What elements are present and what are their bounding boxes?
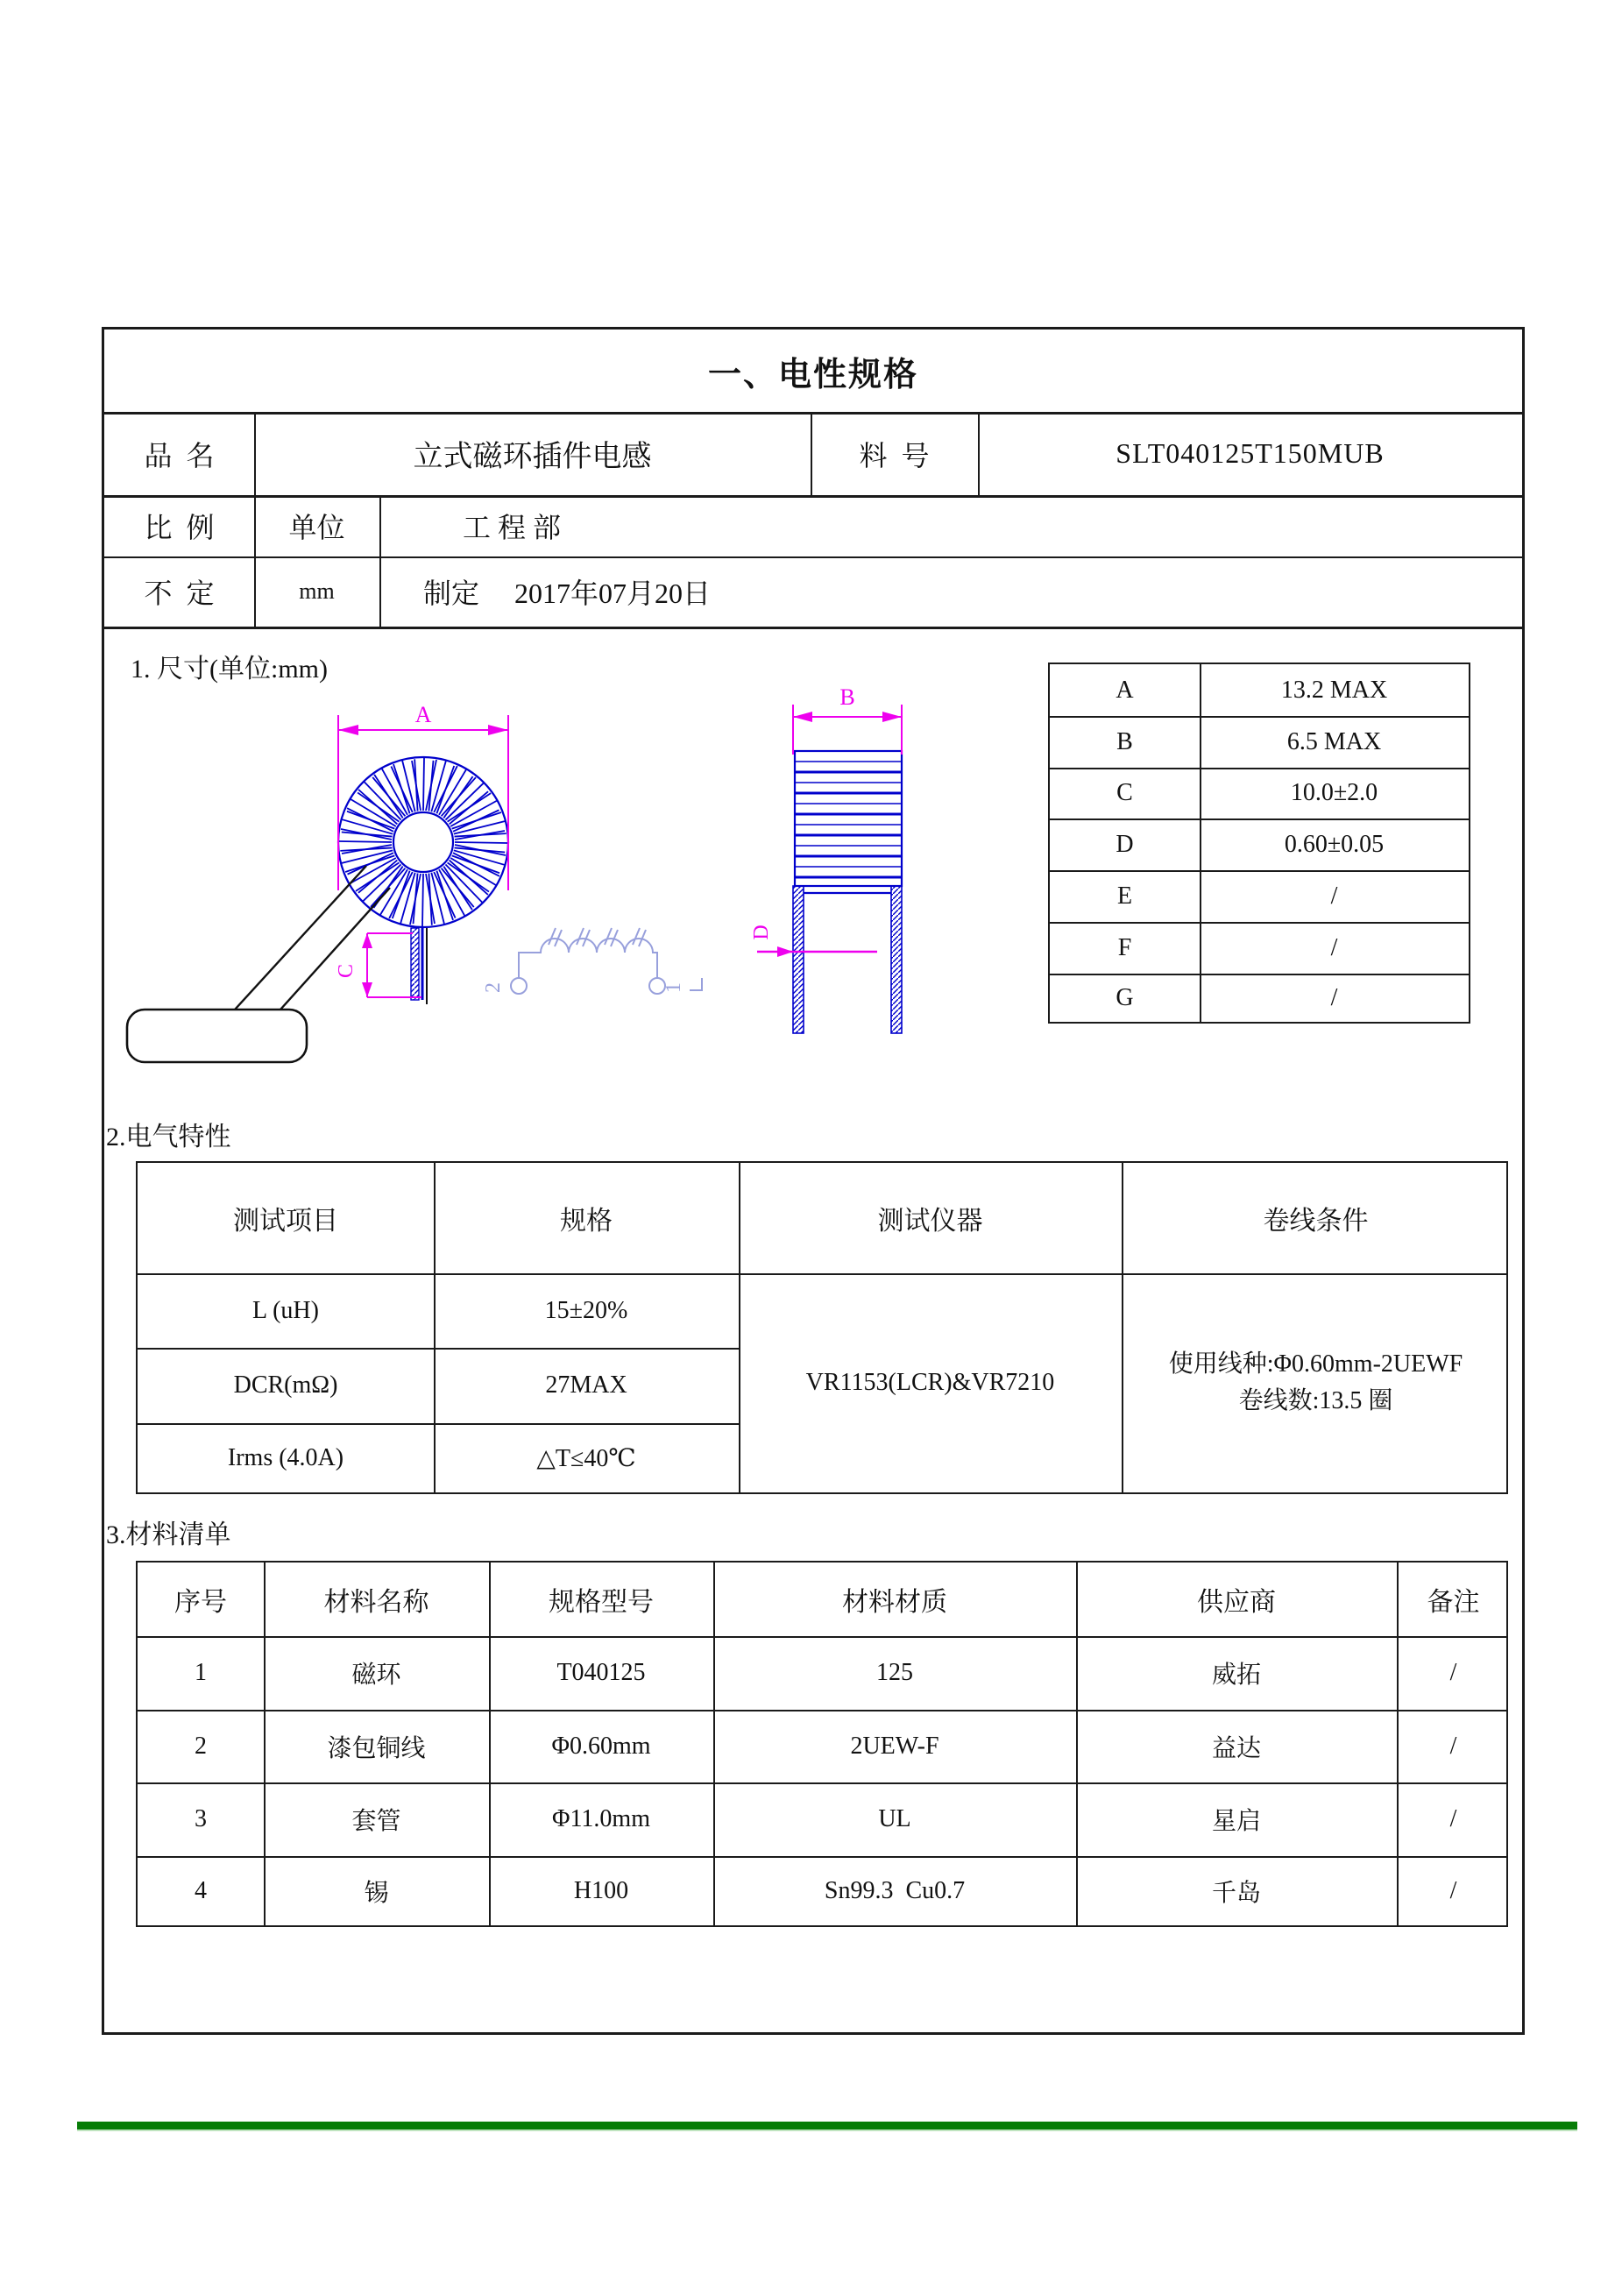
dimension-b bbox=[793, 684, 902, 755]
electrical-table bbox=[136, 1161, 1508, 1494]
dim-row-value: / bbox=[1330, 882, 1338, 910]
dimension-c bbox=[335, 933, 421, 997]
issue-date-value: 2017年07月20日 bbox=[514, 578, 712, 609]
spec-sheet bbox=[102, 327, 1525, 2035]
dim-row-label: D bbox=[1116, 830, 1134, 858]
elec-header-winding: 卷线条件 bbox=[1263, 1207, 1369, 1236]
dim-row-label: B bbox=[1116, 727, 1133, 755]
mat-cell: H100 bbox=[573, 1876, 629, 1904]
dim-row-label: C bbox=[1116, 779, 1133, 806]
dimension-d bbox=[750, 925, 877, 957]
dim-row-value: / bbox=[1330, 933, 1338, 961]
dim-label-b: B bbox=[839, 684, 855, 710]
mat-cell: 3 bbox=[195, 1805, 207, 1832]
mat-cell: 1 bbox=[195, 1659, 207, 1686]
winding-wire-type: 使用线种:Φ0.60mm-2UEWF bbox=[1168, 1350, 1463, 1378]
toroid-top-view bbox=[338, 757, 508, 1004]
unit-label: 单位 bbox=[288, 512, 345, 543]
issue-date-row bbox=[379, 556, 1566, 627]
mat-cell: 2 bbox=[195, 1732, 207, 1760]
elec-row-spec: 27MAX bbox=[545, 1371, 627, 1399]
pin-label-1: 1 bbox=[662, 982, 685, 993]
elec-row-item: DCR(mΩ) bbox=[233, 1371, 338, 1399]
issue-date-label: 制定 bbox=[423, 578, 480, 609]
part-number-value: SLT040125T150MUB bbox=[1116, 437, 1385, 469]
mat-cell: 锡 bbox=[364, 1879, 389, 1907]
elec-instrument-value: VR1153(LCR)&VR7210 bbox=[805, 1369, 1055, 1396]
department: 工 程 部 bbox=[463, 512, 562, 543]
section2-heading: 2.电气特性 bbox=[106, 1123, 231, 1152]
mat-cell: 4 bbox=[195, 1876, 207, 1904]
elec-header-spec: 规格 bbox=[560, 1207, 613, 1236]
scale-label: 比 例 bbox=[144, 512, 215, 543]
mat-cell: / bbox=[1449, 1876, 1457, 1904]
mat-cell: / bbox=[1449, 1732, 1457, 1760]
dim-label-a: A bbox=[414, 702, 432, 727]
dim-row-value: 6.5 MAX bbox=[1286, 727, 1382, 755]
section1-heading: 1. 尺寸(单位:mm) bbox=[131, 655, 328, 684]
mat-cell: 星启 bbox=[1211, 1808, 1261, 1835]
dim-row-value: 0.60±0.05 bbox=[1284, 830, 1385, 858]
dim-row-value: 13.2 MAX bbox=[1280, 676, 1388, 704]
dim-row-value: / bbox=[1330, 983, 1338, 1011]
elec-header-item: 测试项目 bbox=[233, 1207, 338, 1236]
elec-row-spec: 15±20% bbox=[544, 1296, 628, 1324]
page-title: 一、电性规格 bbox=[707, 356, 918, 393]
mat-cell: T040125 bbox=[556, 1659, 646, 1686]
dim-row-value: 10.0±2.0 bbox=[1290, 779, 1378, 806]
mat-header-remark: 备注 bbox=[1427, 1588, 1480, 1617]
mat-header-index: 序号 bbox=[174, 1588, 227, 1617]
mat-cell: 2UEW-F bbox=[850, 1732, 939, 1760]
mat-header-supplier: 供应商 bbox=[1197, 1588, 1276, 1617]
scale-value: 不 定 bbox=[144, 578, 215, 609]
toroid-side-view bbox=[793, 751, 902, 1033]
dim-row-label: E bbox=[1116, 882, 1133, 910]
mat-cell: 125 bbox=[876, 1659, 913, 1686]
inductor-schematic bbox=[482, 928, 702, 994]
materials-table bbox=[136, 1561, 1508, 1927]
mat-cell: Φ11.0mm bbox=[552, 1805, 650, 1832]
dim-label-d: D bbox=[750, 925, 773, 940]
divider bbox=[104, 627, 1522, 629]
elec-row-item: L (uH) bbox=[252, 1296, 319, 1324]
mat-cell: Sn99.3 Cu0.7 bbox=[824, 1876, 966, 1904]
mat-cell: / bbox=[1449, 1805, 1457, 1832]
footer-divider-bar bbox=[77, 2122, 1577, 2131]
mat-cell: 益达 bbox=[1211, 1734, 1261, 1762]
mat-cell: 磁环 bbox=[351, 1662, 401, 1689]
elec-row-item: Irms (4.0A) bbox=[227, 1443, 344, 1471]
product-name-label: 品 名 bbox=[144, 439, 215, 471]
pin-label-2: 2 bbox=[482, 982, 505, 993]
dimension-table bbox=[1048, 663, 1470, 1024]
elec-header-instrument: 测试仪器 bbox=[877, 1207, 983, 1236]
winding-turns: 卷线数:13.5 圈 bbox=[1238, 1387, 1393, 1414]
mat-cell: 套管 bbox=[351, 1808, 401, 1835]
section3-heading: 3.材料清单 bbox=[106, 1520, 231, 1549]
part-number-label: 料 号 bbox=[859, 439, 930, 471]
mat-cell: 千岛 bbox=[1211, 1879, 1261, 1907]
unit-value: mm bbox=[299, 578, 335, 604]
mat-header-name: 材料名称 bbox=[323, 1588, 429, 1617]
dim-row-label: G bbox=[1116, 983, 1134, 1011]
mat-header-model: 规格型号 bbox=[549, 1588, 654, 1617]
dim-row-label: F bbox=[1117, 933, 1132, 961]
mat-header-material: 材料材质 bbox=[842, 1588, 947, 1617]
mat-cell: Φ0.60mm bbox=[551, 1732, 651, 1760]
dim-label-c: C bbox=[335, 963, 358, 979]
elec-winding-value bbox=[1122, 1273, 1510, 1492]
elec-row-spec: △T≤40℃ bbox=[536, 1444, 636, 1472]
product-name-value: 立式磁环插件电感 bbox=[413, 441, 652, 473]
dimension-drawing bbox=[104, 636, 1051, 1127]
mat-cell: UL bbox=[878, 1805, 911, 1832]
mat-cell: / bbox=[1449, 1659, 1457, 1686]
dim-row-label: A bbox=[1116, 676, 1134, 704]
mat-cell: 威拓 bbox=[1211, 1662, 1261, 1689]
mat-cell: 漆包铜线 bbox=[327, 1734, 426, 1762]
